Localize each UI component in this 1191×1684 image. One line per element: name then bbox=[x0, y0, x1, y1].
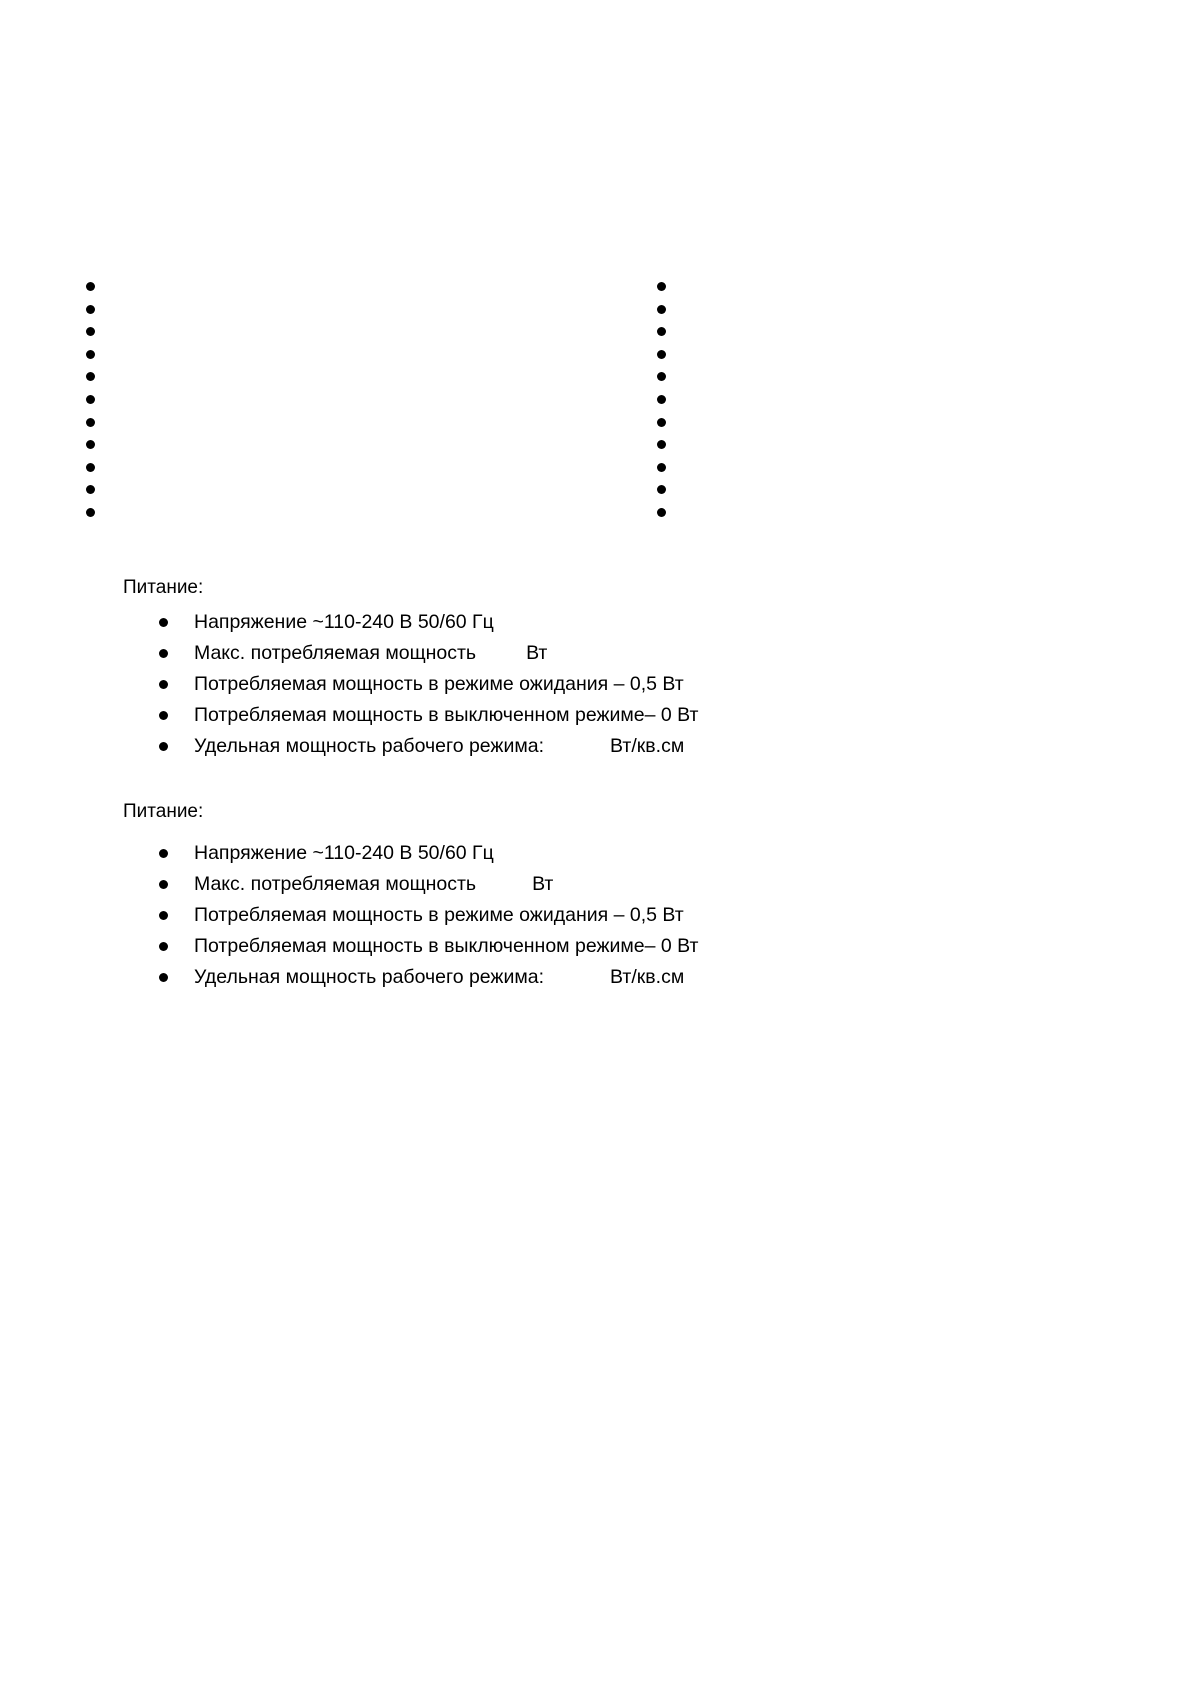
spec-text: Потребляемая мощность в выключенном режиме– 0 Вт bbox=[194, 935, 699, 957]
spec-text: Макс. потребляемая мощность bbox=[194, 873, 477, 895]
list-item bbox=[123, 869, 883, 900]
list-item bbox=[123, 900, 883, 931]
bullet-icon bbox=[657, 372, 666, 381]
power-section-2 bbox=[123, 800, 883, 993]
list-item bbox=[123, 931, 883, 962]
spec-unit: Вт/кв.см bbox=[610, 735, 685, 757]
empty-bullet-list-left bbox=[86, 282, 98, 531]
bullet-icon bbox=[657, 463, 666, 472]
bullet-icon bbox=[657, 440, 666, 449]
bullet-icon bbox=[657, 305, 666, 314]
list-item bbox=[123, 962, 883, 993]
bullet-icon bbox=[159, 618, 168, 627]
bullet-icon bbox=[86, 305, 95, 314]
spec-unit: Вт/кв.см bbox=[610, 966, 685, 988]
bullet-icon bbox=[159, 880, 168, 889]
spec-unit: Вт bbox=[532, 873, 554, 895]
bullet-icon bbox=[159, 911, 168, 920]
bullet-icon bbox=[159, 680, 168, 689]
bullet-icon bbox=[86, 327, 95, 336]
list-item bbox=[123, 838, 883, 869]
bullet-icon bbox=[86, 485, 95, 494]
bullet-icon bbox=[657, 395, 666, 404]
section-title: Питание: bbox=[123, 577, 204, 598]
list-item bbox=[123, 669, 883, 700]
bullet-icon bbox=[159, 973, 168, 982]
spec-text: Удельная мощность рабочего режима: bbox=[194, 966, 545, 988]
spec-text: Потребляемая мощность в выключенном режиме– 0 Вт bbox=[194, 704, 699, 726]
bullet-icon bbox=[657, 350, 666, 359]
bullet-icon bbox=[86, 418, 95, 427]
spec-list bbox=[123, 607, 883, 762]
power-section-1 bbox=[123, 576, 883, 762]
bullet-icon bbox=[86, 372, 95, 381]
bullet-icon bbox=[657, 282, 666, 291]
bullet-icon bbox=[159, 711, 168, 720]
bullet-icon bbox=[86, 440, 95, 449]
bullet-icon bbox=[657, 508, 666, 517]
bullet-icon bbox=[159, 942, 168, 951]
list-item bbox=[123, 731, 883, 762]
bullet-icon bbox=[86, 350, 95, 359]
spec-text: Потребляемая мощность в режиме ожидания – 0,5 Вт bbox=[194, 904, 684, 926]
list-item bbox=[123, 607, 883, 638]
bullet-icon bbox=[86, 463, 95, 472]
empty-bullet-list-right bbox=[657, 282, 669, 531]
bullet-icon bbox=[657, 485, 666, 494]
spec-text: Потребляемая мощность в режиме ожидания – 0,5 Вт bbox=[194, 673, 684, 695]
bullet-icon bbox=[159, 649, 168, 658]
bullet-icon bbox=[86, 282, 95, 291]
section-title: Питание: bbox=[123, 801, 204, 822]
spec-list bbox=[123, 838, 883, 993]
bullet-icon bbox=[657, 327, 666, 336]
list-item bbox=[123, 638, 883, 669]
bullet-icon bbox=[159, 742, 168, 751]
spec-unit: Вт bbox=[526, 642, 548, 664]
bullet-icon bbox=[86, 508, 95, 517]
spec-text: Удельная мощность рабочего режима: bbox=[194, 735, 545, 757]
bullet-icon bbox=[657, 418, 666, 427]
list-item bbox=[123, 700, 883, 731]
bullet-icon bbox=[159, 849, 168, 858]
spec-text: Напряжение ~110-240 В 50/60 Гц bbox=[194, 611, 494, 633]
spec-text: Макс. потребляемая мощность bbox=[194, 642, 477, 664]
bullet-icon bbox=[86, 395, 95, 404]
spec-text: Напряжение ~110-240 В 50/60 Гц bbox=[194, 842, 494, 864]
